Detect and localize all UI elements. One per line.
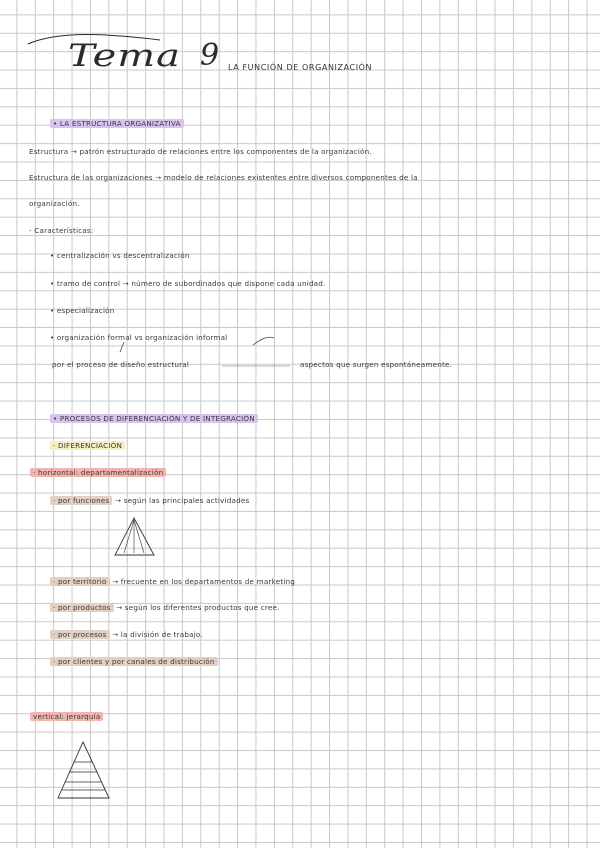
definition-line-3: organización. [29,199,80,208]
horizontal-heading: · horizontal: departamentalización [30,468,166,477]
dept-item-products: · por productos → según los diferentes productos que cree. [50,603,280,612]
informal-arrow [253,337,274,345]
characteristics-label: - Características: [29,226,94,235]
dept-item-territory: · por territorio → frecuente en los departamentos de marketing [50,577,295,586]
dept-item-clients: · por clientes y por canales de distribución [50,657,218,666]
vertical-heading: vertical: jerarquía [30,712,103,721]
page-subtitle: LA FUNCIÓN DE ORGANIZACIÓN [228,63,373,72]
characteristic-item: • centralización vs descentralización [50,251,190,260]
section-heading-processes: • PROCESOS DE DIFERENCIACIÓN Y DE INTEGRACIÓN [50,414,258,423]
definition-line-2: Estructura de las organizaciones → modelo de relaciones existentes entre diversos componentes de la [29,173,418,182]
dept-item-processes: · por procesos → la división de trabajo. [50,630,203,639]
functions-triangle-icon [115,518,154,555]
characteristic-item: • especialización [50,306,115,315]
page-title: Tema [68,38,182,74]
note-informal: aspectos que surgen espontáneamente. [300,360,453,369]
formal-hook [120,342,124,352]
section-heading-structure: • LA ESTRUCTURA ORGANIZATIVA [50,119,184,128]
sub-heading-differentiation: · DIFERENCIACIÓN [50,441,125,450]
characteristic-item: • tramo de control → número de subordinados que dispone cada unidad. [50,279,326,288]
hierarchy-triangle-icon [58,742,109,798]
note-formal: por el proceso de diseño estructural [52,360,190,369]
definition-line-1: Estructura → patrón estructurado de relaciones entre los componentes de la organización. [29,147,372,156]
characteristic-item: • organización formal vs organización informal [50,333,228,342]
title-number: 9 [200,38,220,73]
title-flourish [28,35,160,45]
dept-item-functions: · por funciones → según las principales actividades [50,496,249,505]
